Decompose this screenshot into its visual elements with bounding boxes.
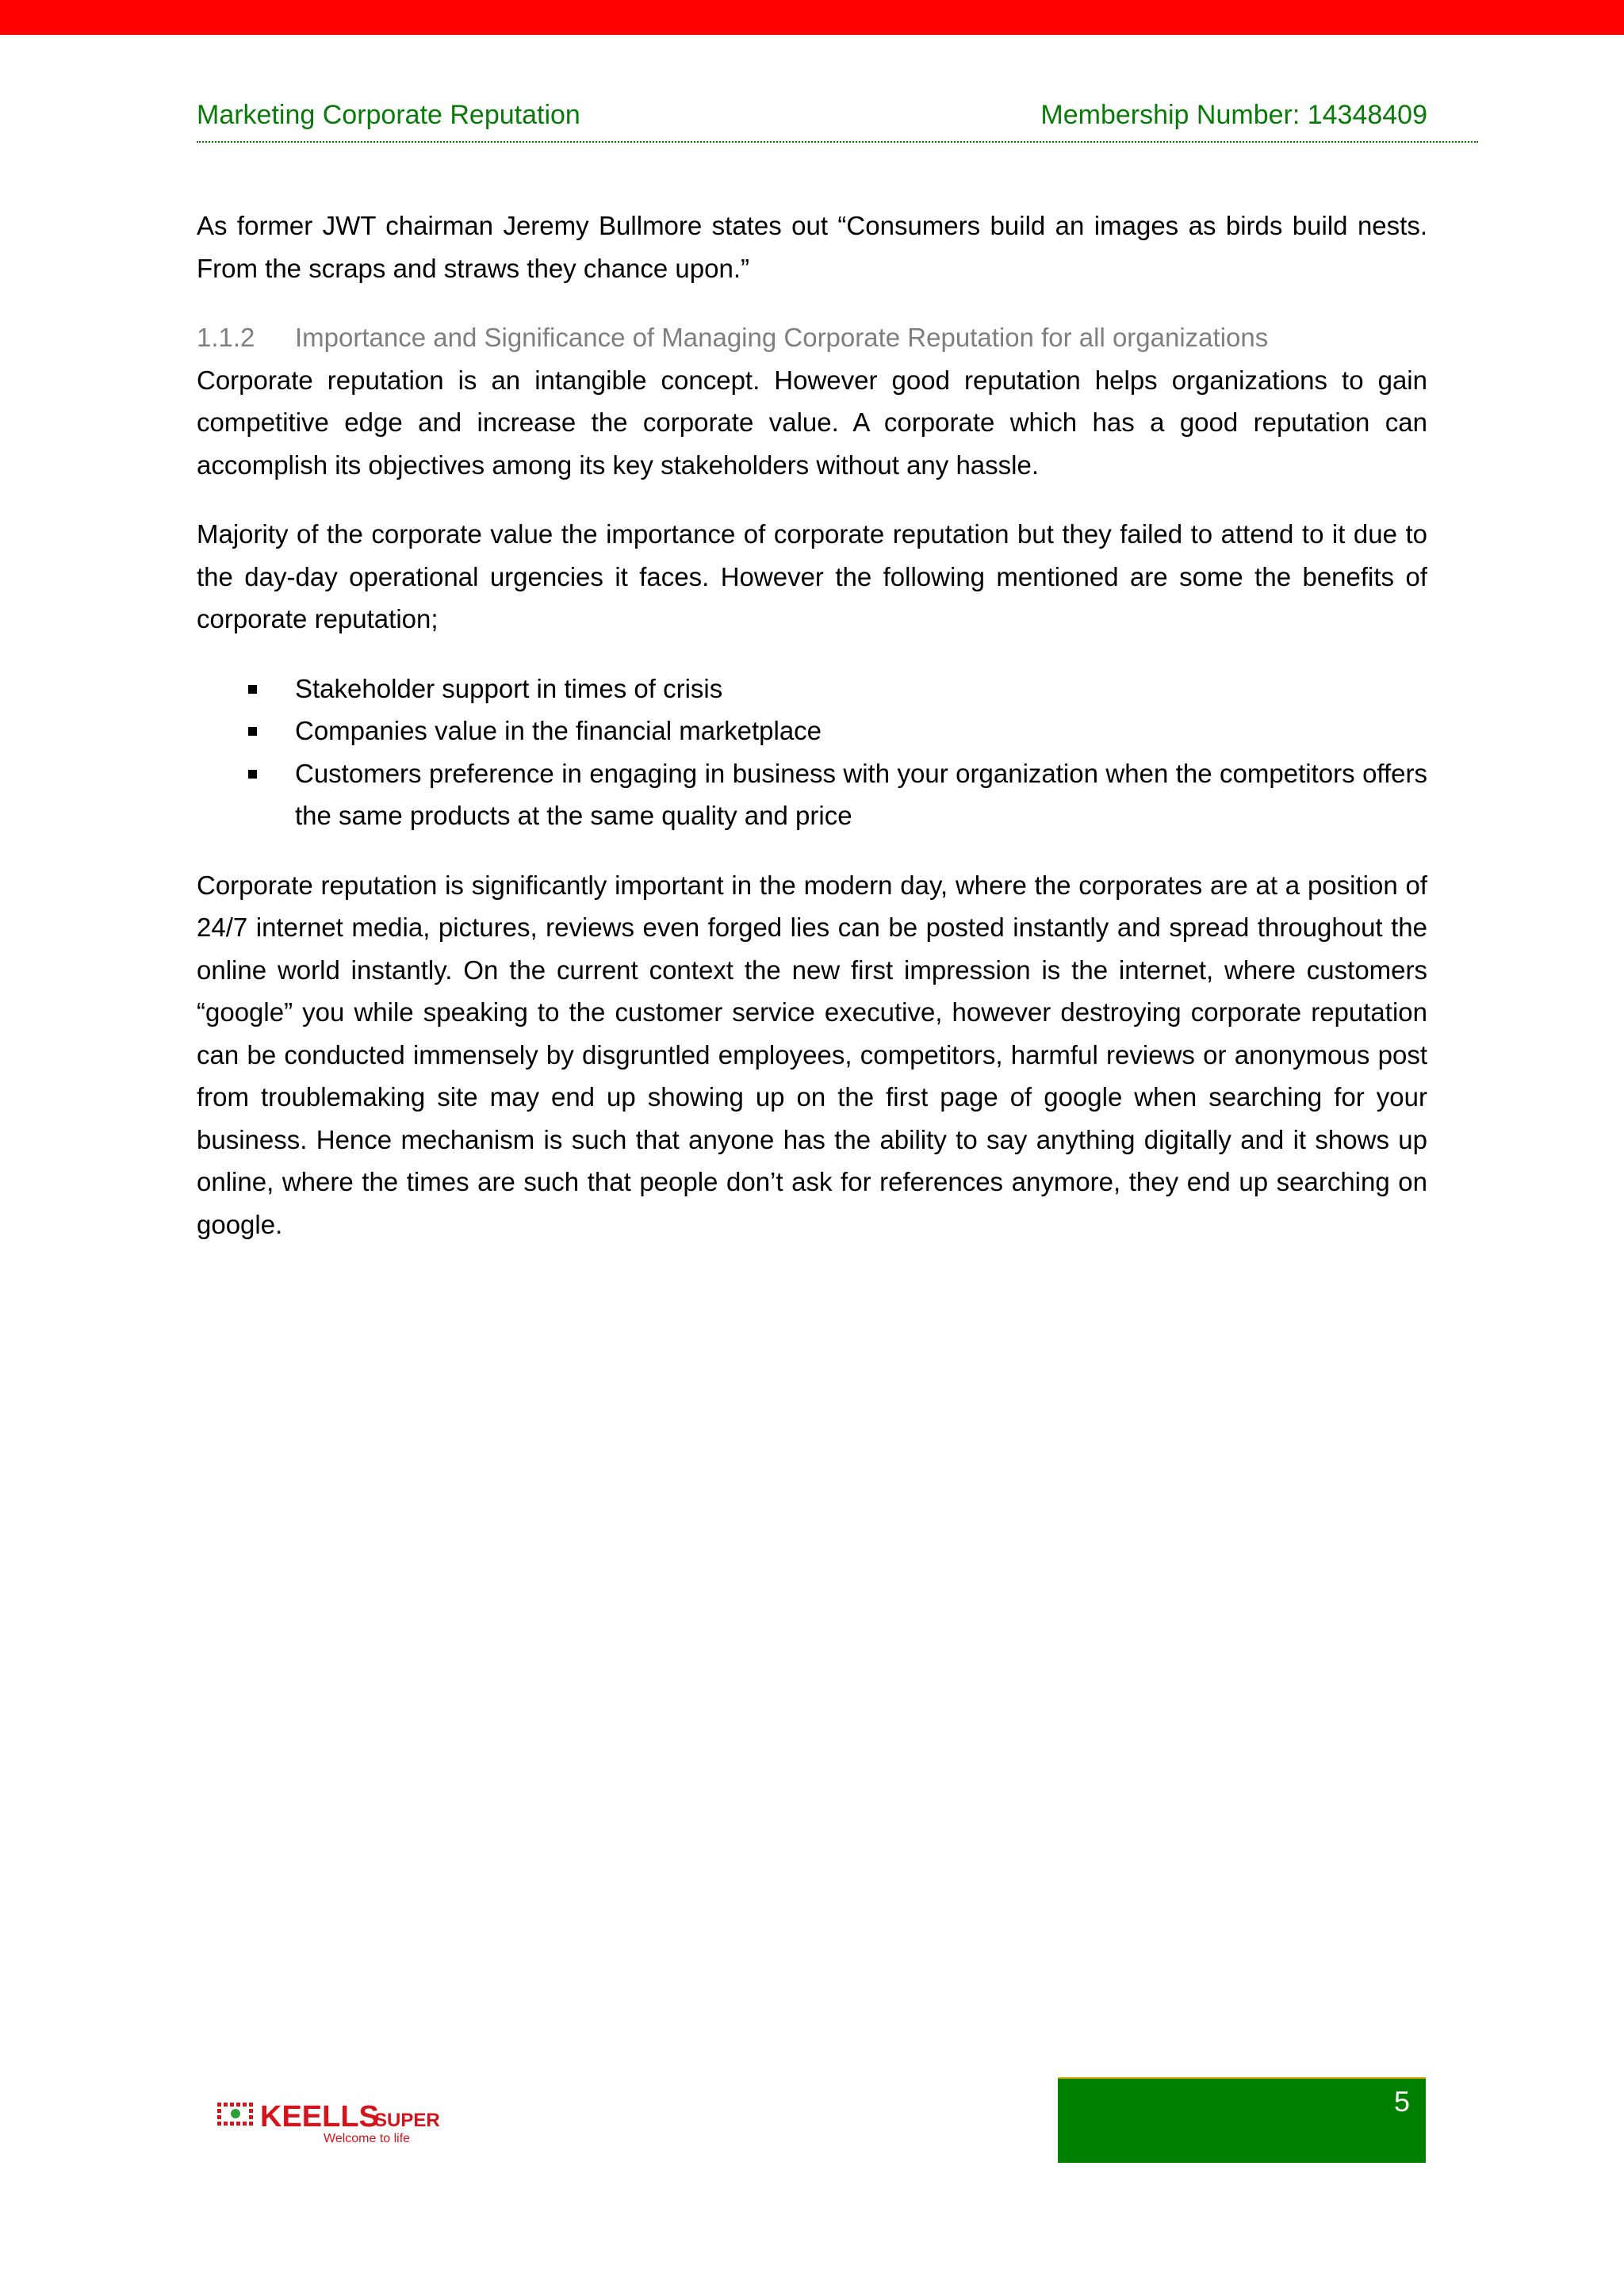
list-item: Customers preference in engaging in business with your organization when the competitors offers the same products at the same quality and price: [197, 752, 1427, 837]
header-divider: [197, 141, 1478, 143]
list-item: Companies value in the financial marketplace: [197, 710, 1427, 752]
section-number: 1.1.2: [197, 323, 255, 352]
paragraph-intangible-concept: Corporate reputation is an intangible concept. However good reputation helps organizations to gain competitive edge and increase the corporate value. A corporate which has a good reputation can accomplish its objectives among its key stakeholders without any hassle.: [197, 365, 1427, 480]
bullet-square-icon: [248, 770, 257, 779]
top-banner-bar: [0, 0, 1624, 35]
header-title: Marketing Corporate Reputation: [197, 100, 580, 130]
keells-super-logo: [216, 2093, 454, 2149]
benefits-list: [197, 668, 1427, 837]
svg-text:Welcome to life: Welcome to life: [324, 2132, 411, 2145]
header-membership-number: Membership Number: 14348409: [1040, 100, 1427, 130]
svg-text:KEELLS: KEELLS: [260, 2100, 379, 2133]
keells-logo-graphic: [216, 2093, 454, 2149]
svg-text:SUPER: SUPER: [374, 2110, 440, 2131]
bullet-square-icon: [248, 685, 257, 694]
page-number: 5: [1393, 2085, 1410, 2118]
bullet-square-icon: [248, 727, 257, 736]
section-title: Importance and Significance of Managing Corporate Reputation for all organizations: [295, 323, 1269, 352]
page-header: [197, 97, 1427, 136]
page-number-box: [1058, 2077, 1426, 2163]
intro-paragraph: As former JWT chairman Jeremy Bullmore states out “Consumers build an images as birds build nests. From the scraps and straws they chance upon.”: [197, 211, 1427, 283]
list-item: Stakeholder support in times of crisis: [197, 668, 1427, 710]
paragraph-benefits-intro: Majority of the corporate value the importance of corporate reputation but they failed to attend to it due to the day-day operational urgencies it faces. However the following mentioned are some the benefits of corporate reputation;: [197, 519, 1427, 633]
document-body: [197, 205, 1427, 1246]
section-heading: [197, 316, 1427, 359]
paragraph-modern-day: Corporate reputation is significantly important in the modern day, where the corporates are at a position of 24/7 internet media, pictures, reviews even forged lies can be posted instantly and spread throughout the online world instantly. On the current context the new first impression is the internet, where customers “google” you while speaking to the customer service executive, however destroying corporate reputation can be conducted immensely by disgruntled employees, competitors, harmful reviews or anonymous post from troublemaking site may end up showing up on the first page of google when searching for your business. Hence mechanism is such that anyone has the ability to say anything digitally and it shows up online, where the times are such that people don’t ask for references anymore, they end up searching on google.: [197, 870, 1427, 1239]
